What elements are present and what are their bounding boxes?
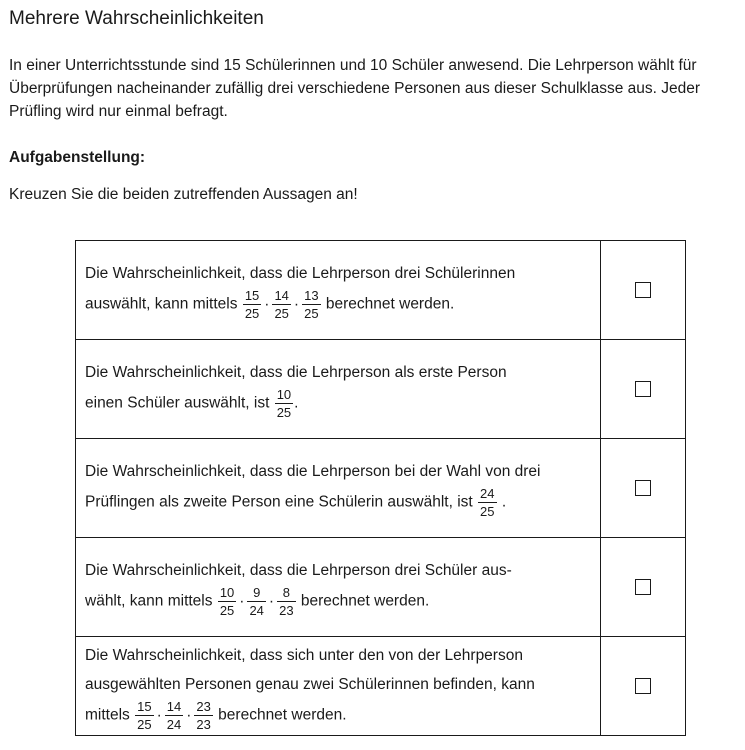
answer-table <box>75 240 686 736</box>
statement-formula-line <box>85 585 592 618</box>
multiply-dot: · <box>186 706 192 724</box>
numerator: 8 <box>277 585 295 602</box>
statement-text: mittels <box>85 706 130 724</box>
denominator: 24 <box>249 603 264 618</box>
statement-line: Die Wahrscheinlichkeit, dass sich unter den von der Lehrperson <box>85 646 523 664</box>
statement-formula-line <box>85 387 592 420</box>
statement-text: einen Schüler auswählt, ist <box>85 394 270 412</box>
fraction <box>478 486 496 519</box>
statement-line: Die Wahrscheinlichkeit, dass die Lehrperson drei Schüler aus- <box>85 562 512 579</box>
statement-text: berechnet werden. <box>300 592 430 610</box>
statement-cell <box>76 340 601 439</box>
denominator: 24 <box>166 716 182 732</box>
answer-row <box>76 340 686 439</box>
statement-line: Die Wahrscheinlichkeit, dass die Lehrperson bei der Wahl von drei <box>85 463 541 480</box>
statement-cell <box>76 241 601 340</box>
numerator: 14 <box>166 698 182 714</box>
fraction <box>135 699 153 732</box>
fraction <box>247 585 265 618</box>
numerator: 13 <box>304 288 319 303</box>
denominator: 23 <box>196 716 211 732</box>
statement-text: . <box>501 493 507 511</box>
fraction <box>302 288 320 321</box>
fraction <box>272 288 290 321</box>
answer-checkbox-5[interactable] <box>635 678 651 694</box>
task-heading: Aufgabenstellung: <box>9 149 146 166</box>
denominator: 23 <box>279 603 294 618</box>
numerator: 15 <box>137 698 152 714</box>
fraction <box>165 699 183 732</box>
statement-line: Die Wahrscheinlichkeit, dass die Lehrperson drei Schülerinnen <box>85 265 516 282</box>
checkbox-cell <box>601 637 686 736</box>
statement-text: Prüflingen als zweite Person eine Schülerin auswählt, ist <box>85 493 473 511</box>
instruction-text: Kreuzen Sie die beiden zutreffenden Aussagen an! <box>9 186 358 203</box>
numerator: 10 <box>219 585 235 600</box>
denominator: 25 <box>304 306 319 321</box>
fraction <box>275 387 293 420</box>
statement-cell <box>76 538 601 637</box>
statement-cell <box>76 439 601 538</box>
statement-line: ausgewählten Personen genau zwei Schülerinnen befinden, kann <box>85 675 535 693</box>
answer-checkbox-2[interactable] <box>635 381 651 397</box>
denominator: 25 <box>480 504 495 519</box>
multiply-dot: · <box>264 296 270 313</box>
statement-text: . <box>294 394 299 412</box>
fraction <box>194 699 212 732</box>
multiply-dot: · <box>156 706 162 724</box>
denominator: 25 <box>276 405 292 420</box>
fraction <box>277 585 295 618</box>
statement-formula-line <box>85 288 592 321</box>
fraction <box>243 288 261 321</box>
answer-row <box>76 637 686 736</box>
denominator: 25 <box>244 306 260 321</box>
answer-row <box>76 439 686 538</box>
denominator: 25 <box>219 603 235 618</box>
multiply-dot: · <box>239 593 245 610</box>
numerator: 9 <box>247 585 265 602</box>
statement-cell <box>76 637 601 736</box>
statement-formula-line <box>85 486 592 519</box>
denominator: 25 <box>137 716 152 732</box>
answer-checkbox-3[interactable] <box>635 480 651 496</box>
numerator: 24 <box>480 486 495 501</box>
answer-checkbox-1[interactable] <box>635 282 651 298</box>
statement-formula-line <box>85 699 592 732</box>
statement-line: Die Wahrscheinlichkeit, dass die Lehrperson als erste Person <box>85 364 507 381</box>
multiply-dot: · <box>268 593 275 610</box>
statement-text: berechnet werden. <box>218 706 347 724</box>
answer-row <box>76 538 686 637</box>
answer-checkbox-4[interactable] <box>635 579 651 595</box>
denominator: 25 <box>274 306 289 321</box>
multiply-dot: · <box>293 296 300 313</box>
checkbox-cell <box>601 340 686 439</box>
checkbox-cell <box>601 241 686 340</box>
checkbox-cell <box>601 439 686 538</box>
statement-text: auswählt, kann mittels <box>85 295 238 313</box>
numerator: 14 <box>274 288 289 303</box>
statement-text: wählt, kann mittels <box>85 592 213 610</box>
numerator: 15 <box>244 288 260 303</box>
checkbox-cell <box>601 538 686 637</box>
page-title: Mehrere Wahrscheinlichkeiten <box>9 8 264 29</box>
numerator: 23 <box>196 698 211 714</box>
intro-text: In einer Unterrichtsstunde sind 15 Schülerinnen und 10 Schüler anwesend. Die Lehrperson wählt für Überprüfungen nacheinander zufällig drei verschiedene Personen aus dieser Schulklasse aus. Jeder Prüfling wird nur einmal befragt. <box>9 57 701 120</box>
numerator: 10 <box>276 387 292 402</box>
statement-text: berechnet werden. <box>325 295 455 313</box>
fraction <box>218 585 236 618</box>
answer-row <box>76 241 686 340</box>
